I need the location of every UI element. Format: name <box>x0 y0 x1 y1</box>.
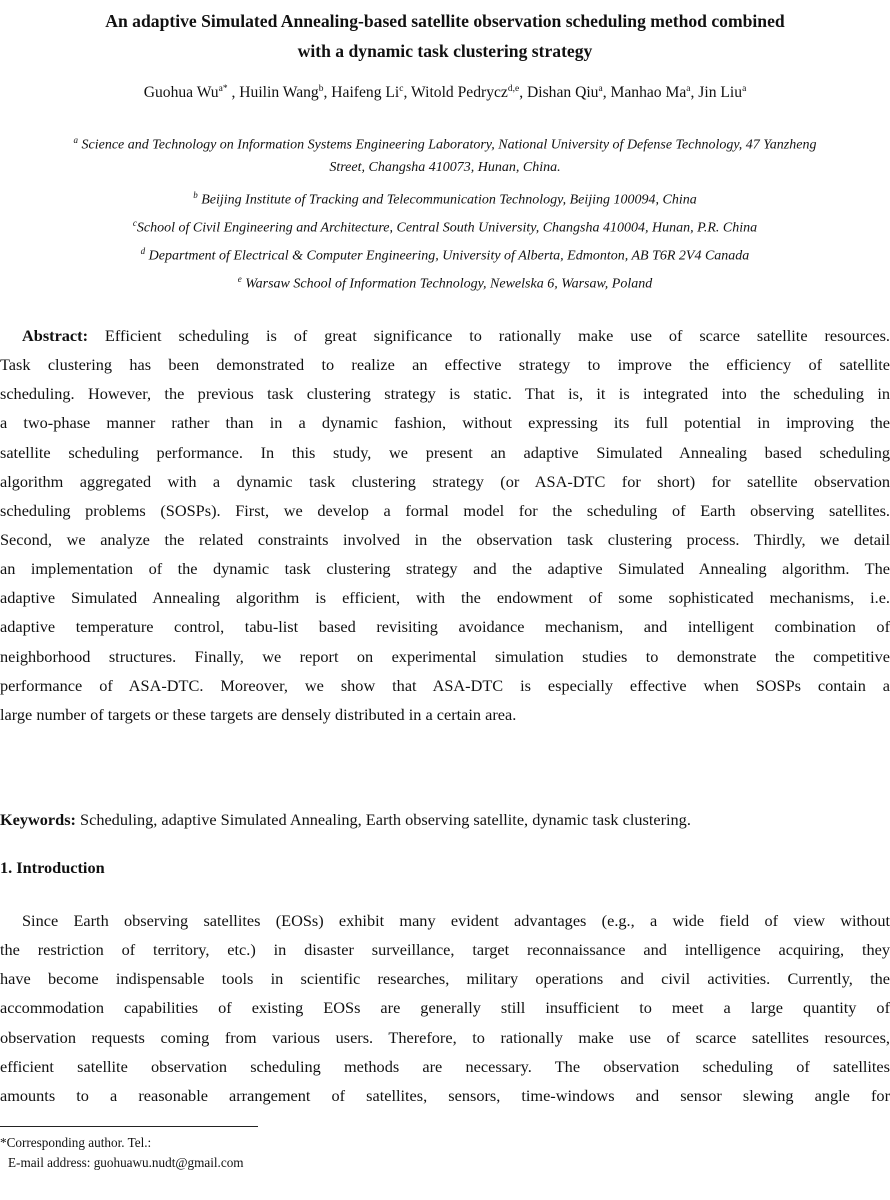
abstract-label: Abstract: <box>22 326 89 345</box>
abstract-line: adaptive temperature control, tabu-list based revisiting avoidance mechanism, and intelligent combination of <box>0 617 890 637</box>
footnote-email: E-mail address: guohuawu.nudt@gmail.com <box>8 1155 244 1170</box>
abstract-line: Second, we analyze the related constraints involved in the observation task clustering process. Thirdly, we detail <box>0 529 890 549</box>
intro-line: observation requests coming from various users. Therefore, to rationally make use of scarce satellites resources, <box>0 1027 890 1047</box>
intro-line: efficient satellite observation scheduling methods are necessary. The observation scheduling of satellites <box>0 1056 890 1076</box>
abstract-line: large number of targets or these targets are densely distributed in a certain area. <box>0 704 517 724</box>
footnote-corresponding-author: *Corresponding author. Tel.: <box>0 1135 152 1150</box>
abstract-line: a two-phase manner rather than in a dynamic fashion, without expressing its full potential in improving the <box>0 413 890 433</box>
introduction-paragraph <box>0 906 890 1110</box>
intro-line: accommodation capabilities of existing EOSs are generally still insufficient to meet a large quantity of <box>0 998 890 1018</box>
intro-line: the restriction of territory, etc.) in disaster surveillance, target reconnaissance and intelligence acquiring, they <box>0 940 890 960</box>
author-1: Guohua $Wu^{a*}$ , <box>143 84 236 102</box>
affiliation-e: $^e$ Warsaw School of Information Technology, Newelska 6, Warsaw, Poland <box>237 274 653 292</box>
affiliation-a-continued: Street, Changsha 410073, Hunan, China. <box>329 160 561 175</box>
abstract-line: neighborhood structures. Finally, we report on experimental simulation studies to demonstrate the competitive <box>0 646 890 666</box>
affiliation-c: $^c$School of Civil Engineering and Architecture, Central South University, Changsha 410004, Hunan, P.R. China <box>132 218 758 236</box>
abstract <box>0 321 890 729</box>
keywords <box>0 810 890 830</box>
author-5: Dishan Qiu$^a$, <box>523 84 607 102</box>
abstract-line: algorithm aggregated with a dynamic task clustering strategy (or ASA-DTC for short) for satellite observation <box>0 471 890 491</box>
abstract-line: adaptive Simulated Annealing algorithm is efficient, with the endowment of some sophisticated mechanisms, i.e. <box>0 588 890 608</box>
intro-line: Since Earth observing satellites (EOSs) exhibit many evident advantages (e.g., a wide field of view without <box>22 911 890 930</box>
title-line-1: An adaptive Simulated Annealing-based satellite observation scheduling method combined <box>105 11 785 31</box>
section-heading-introduction: 1. Introduction <box>0 858 105 877</box>
affiliation-b: $^b$ Beijing Institute of Tracking and Telecommunication Technology, Beijing 100094, China <box>193 190 697 208</box>
author-4: Witold Pedrycz$^{d,e}$, <box>407 84 524 102</box>
abstract-line: performance of ASA-DTC. Moreover, we show that ASA-DTC is especially effective when SOSPs contain a <box>0 675 890 695</box>
intro-line: have become indispensable tools in scientific researches, military operations and civil activities. Currently, the <box>0 969 890 989</box>
author-7: Jin Liu$^a$ <box>694 84 747 102</box>
title-line-2: with a dynamic task clustering strategy <box>297 41 593 61</box>
author-list <box>0 84 890 102</box>
abstract-line: satellite scheduling performance. In this study, we present an adaptive Simulated Annealing based scheduling <box>0 442 890 462</box>
author-3: Haifeng Li$^c$, <box>327 84 408 102</box>
affiliation-d: $^d$ Department of Electrical & Computer Engineering, University of Alberta, Edmonton, AB T6R 2V4 Canada <box>140 246 750 264</box>
intro-line: amounts to a reasonable arrangement of satellites, sensors, time-windows and sensor slewing angle for <box>0 1085 890 1105</box>
abstract-line: scheduling problems (SOSPs). First, we develop a formal model for the scheduling of Earth observing satellites. <box>0 500 890 520</box>
footnote-rule <box>0 1126 258 1127</box>
abstract-line: Abstract: Efficient scheduling is of great significance to rationally make use of scarce satellite resources. <box>22 326 890 345</box>
author-6: Manhao Ma$^a$, <box>606 84 695 102</box>
abstract-line: Task clustering has been demonstrated to realize an effective strategy to improve the efficiency of satellite <box>0 355 890 375</box>
paper-title <box>0 6 890 66</box>
abstract-line: scheduling. However, the previous task clustering strategy is static. That is, it is integrated into the scheduling in <box>0 384 890 404</box>
keywords-text: Scheduling, adaptive Simulated Annealing, Earth observing satellite, dynamic task clustering. <box>75 810 691 829</box>
affiliation-a: $^a$ Science and Technology on Information Systems Engineering Laboratory, National University of Defense Technology, 47 Yanzheng <box>73 135 817 153</box>
author-2: Huilin Wang$^b$, <box>235 84 328 102</box>
keywords-label: Keywords: <box>0 810 76 829</box>
abstract-line: an implementation of the dynamic task clustering strategy and the adaptive Simulated Annealing algorithm. The <box>0 559 890 579</box>
